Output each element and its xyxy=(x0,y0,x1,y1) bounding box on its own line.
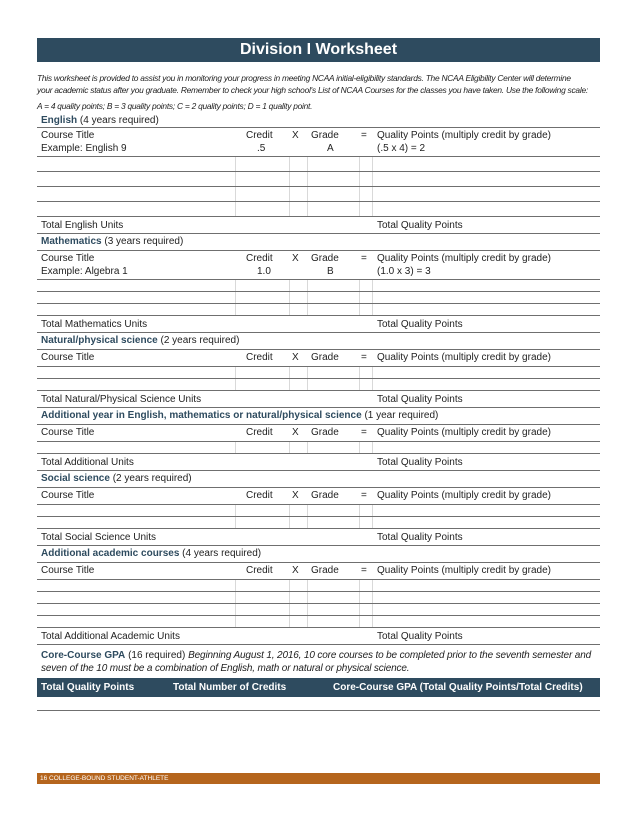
section-english-heading: English (4 years required) xyxy=(41,115,159,126)
science-column-header: Course Title Credit X Grade = Quality Points (multiply credit by grade) xyxy=(37,349,600,367)
example-course: Example: Algebra 1 xyxy=(41,266,128,277)
english-entry-row[interactable] xyxy=(37,187,600,202)
intro-text xyxy=(37,72,600,96)
academic-entry-row[interactable] xyxy=(37,604,600,616)
gpa-summary-bar: Total Quality Points Total Number of Credits Core-Course GPA (Total Quality Points/Total Credits) xyxy=(37,678,600,697)
additional-year-total-row: Total Additional Units Total Quality Points xyxy=(37,454,600,471)
example-grade: A xyxy=(327,143,334,154)
math-entry-row[interactable] xyxy=(37,280,600,292)
academic-entry-row[interactable] xyxy=(37,580,600,592)
social-total-row: Total Social Science Units Total Quality Points xyxy=(37,529,600,546)
intro-line-2: your academic status after you graduate. Remember to check your high school's List of NCAA Courses for the classes you have taken. Use the following scale: xyxy=(37,85,588,95)
section-math-heading: Mathematics (3 years required) xyxy=(41,236,184,247)
worksheet-title: Division I Worksheet xyxy=(37,38,600,62)
science-entry-row[interactable] xyxy=(37,367,600,379)
english-total-row: Total English Units Total Quality Points xyxy=(37,217,600,234)
english-column-header: Course Title Credit X Grade = Quality Points (multiply credit by grade) Example: English 9 .5 A (.5 x 4) = 2 xyxy=(37,127,600,157)
academic-entry-row[interactable] xyxy=(37,616,600,628)
math-entry-row[interactable] xyxy=(37,292,600,304)
social-entry-row[interactable] xyxy=(37,505,600,517)
additional-year-entry-row[interactable] xyxy=(37,442,600,454)
gpa-entry-row[interactable] xyxy=(37,697,600,711)
grade-scale: A = 4 quality points; B = 3 quality points; C = 2 quality points; D = 1 quality point. xyxy=(37,101,313,111)
math-column-header: Course Title Credit X Grade = Quality Points (multiply credit by grade) Example: Algebra 1 1.0 B (1.0 x 3) = 3 xyxy=(37,250,600,280)
academic-column-header: Course Title Credit X Grade = Quality Points (multiply credit by grade) xyxy=(37,562,600,580)
example-quality-points: (1.0 x 3) = 3 xyxy=(377,266,431,277)
gpa-description: Core-Course GPA (16 required) Beginning August 1, 2016, 10 core courses to be completed prior to the seventh semester and seven of the 10 must be a combination of English, math or natural or physical science. xyxy=(41,650,592,674)
english-entry-row[interactable] xyxy=(37,172,600,187)
english-entry-row[interactable] xyxy=(37,202,600,217)
section-science-heading: Natural/physical science (2 years required) xyxy=(41,335,240,346)
english-entry-row[interactable] xyxy=(37,157,600,172)
section-social-heading: Social science (2 years required) xyxy=(41,473,192,484)
example-quality-points: (.5 x 4) = 2 xyxy=(377,143,426,154)
additional-year-column-header: Course Title Credit X Grade = Quality Points (multiply credit by grade) xyxy=(37,424,600,442)
math-entry-row[interactable] xyxy=(37,304,600,316)
science-total-row: Total Natural/Physical Science Units Total Quality Points xyxy=(37,391,600,408)
science-entry-row[interactable] xyxy=(37,379,600,391)
intro-line-1: This worksheet is provided to assist you in monitoring your progress in meeting NCAA initial-eligibility standards. The NCAA Eligibility Center will determine xyxy=(37,73,571,83)
academic-total-row: Total Additional Academic Units Total Quality Points xyxy=(37,628,600,645)
social-column-header: Course Title Credit X Grade = Quality Points (multiply credit by grade) xyxy=(37,487,600,505)
worksheet xyxy=(37,114,600,711)
example-grade: B xyxy=(327,266,334,277)
example-credit: .5 xyxy=(257,143,266,154)
example-credit: 1.0 xyxy=(257,266,271,277)
section-additional-year-heading: Additional year in English, mathematics or natural/physical science (1 year required) xyxy=(41,410,439,421)
social-entry-row[interactable] xyxy=(37,517,600,529)
example-course: Example: English 9 xyxy=(41,143,127,154)
academic-entry-row[interactable] xyxy=(37,592,600,604)
section-academic-heading: Additional academic courses (4 years required) xyxy=(41,548,262,559)
math-total-row: Total Mathematics Units Total Quality Points xyxy=(37,316,600,333)
page-footer: 16 COLLEGE-BOUND STUDENT-ATHLETE xyxy=(37,773,600,784)
